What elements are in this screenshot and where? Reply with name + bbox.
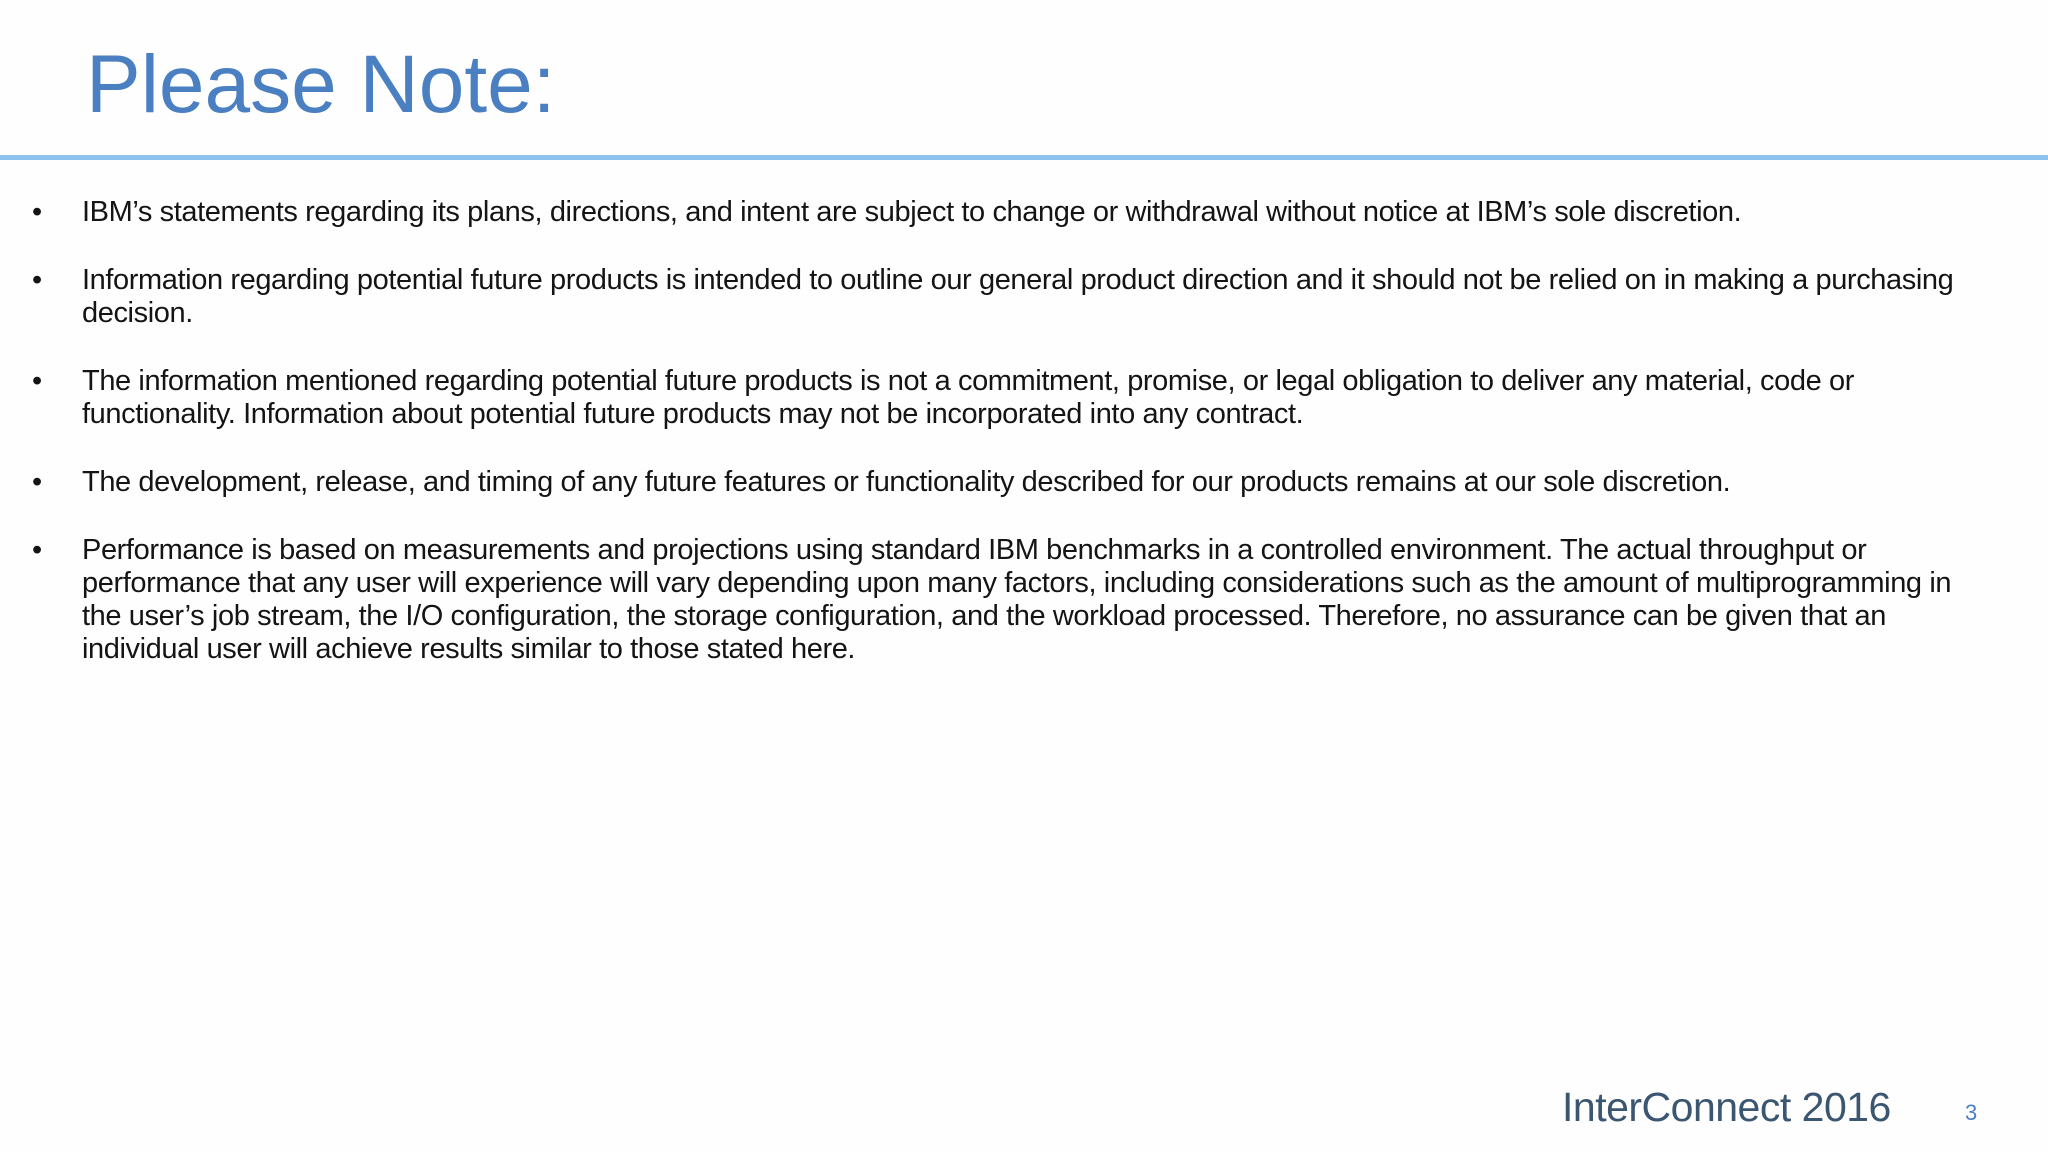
disclaimer-list	[28, 196, 1988, 701]
disclaimer-item	[28, 264, 1988, 330]
disclaimer-text: The information mentioned regarding potential future products is not a commitment, promise, or legal obligation to deliver any material, code or functionality. Information about potential future products may not be incorporated into any contract.	[82, 365, 1854, 430]
disclaimer-text: IBM’s statements regarding its plans, directions, and intent are subject to change or withdrawal without notice at IBM’s sole discretion.	[82, 196, 1742, 228]
bullet-icon: •	[32, 466, 42, 498]
title-divider	[0, 155, 2048, 160]
footer-brand-logo: InterConnect 2016	[1562, 1084, 1891, 1130]
disclaimer-text: Information regarding potential future products is intended to outline our general product direction and it should not be relied on in making a purchasing decision.	[82, 264, 1954, 329]
disclaimer-item	[28, 365, 1988, 431]
disclaimer-text: The development, release, and timing of any future features or functionality described for our products remains at our sole discretion.	[82, 466, 1731, 498]
bullet-icon: •	[32, 365, 42, 397]
bullet-icon: •	[32, 196, 42, 228]
bullet-icon: •	[32, 264, 42, 296]
slide-title: Please Note:	[86, 39, 556, 130]
bullet-icon: •	[32, 534, 42, 566]
disclaimer-text: Performance is based on measurements and projections using standard IBM benchmarks in a controlled environment. The actual throughput or performance that any user will experience will vary depending upon many factors, including considerations such as the amount of multiprogramming in the user’s job stream, the I/O configuration, the storage configuration, and the workload processed. Therefore, no assurance can be given that an individual user will achieve results similar to those stated here.	[82, 534, 1952, 665]
disclaimer-item	[28, 466, 1988, 499]
disclaimer-item	[28, 534, 1988, 666]
disclaimer-item	[28, 196, 1988, 229]
page-number: 3	[1965, 1100, 1978, 1125]
